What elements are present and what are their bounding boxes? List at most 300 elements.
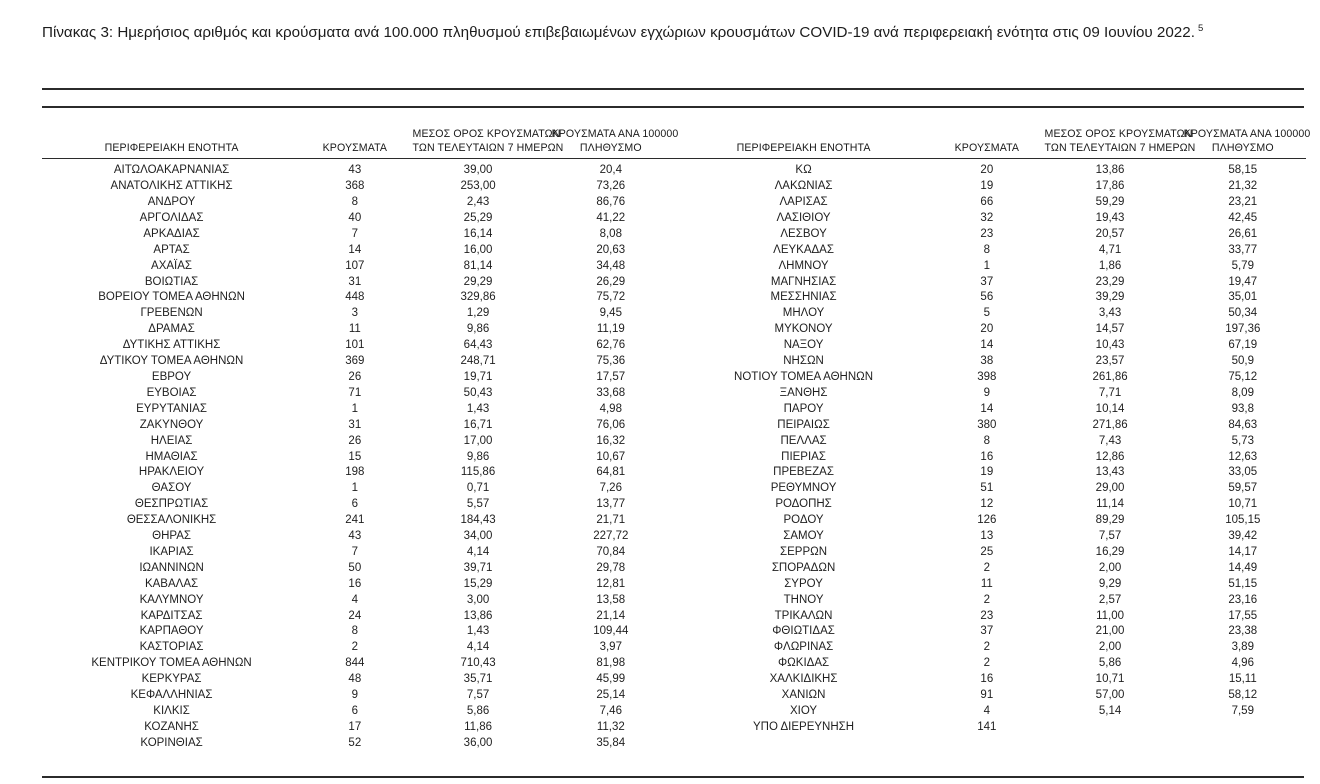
cases-per-100000-cell: 70,84 <box>596 545 626 558</box>
seven-day-average-cell: 35,71 <box>463 673 493 686</box>
cases-cell: 11 <box>980 577 993 590</box>
seven-day-average-cell: 16,14 <box>463 227 493 240</box>
seven-day-average-cell: 14,57 <box>1095 323 1125 336</box>
seven-day-average-cell: 3,43 <box>1098 307 1122 320</box>
regional-unit-cell: ΕΥΒΟΙΑΣ <box>146 386 197 399</box>
table-row <box>42 640 674 656</box>
regional-unit-cell: ΝΟΤΙΟΥ ΤΟΜΕΑ ΑΘΗΝΩΝ <box>734 370 874 383</box>
table-row <box>674 545 1306 561</box>
table-row <box>42 275 674 291</box>
cases-per-100000-cell: 50,34 <box>1228 307 1258 320</box>
regional-unit-cell: ΑΡΤΑΣ <box>153 243 190 256</box>
cases-per-100000-cell: 109,44 <box>593 625 629 638</box>
table-row <box>42 736 674 752</box>
cases-per-100000-cell: 105,15 <box>1225 514 1261 527</box>
regional-unit-cell: ΑΝΔΡΟΥ <box>147 196 196 208</box>
table-row <box>674 275 1306 291</box>
seven-day-average-cell: 9,29 <box>1098 577 1122 590</box>
cases-per-100000-cell: 35,01 <box>1228 291 1258 304</box>
table-row <box>42 481 674 497</box>
seven-day-average-cell: 19,71 <box>463 370 493 383</box>
cases-per-100000-cell: 8,08 <box>599 227 622 240</box>
col-header-line2: ΠΛΗΘΥΣΜΟ <box>1211 141 1274 154</box>
regional-unit-cell: ΗΡΑΚΛΕΙΟΥ <box>138 466 205 479</box>
seven-day-average-cell: 11,86 <box>464 720 493 733</box>
regional-unit-cell: ΡΕΘΥΜΝΟΥ <box>770 482 837 495</box>
cases-per-100000-cell: 21,71 <box>596 514 626 527</box>
cases-per-100000-cell: 75,36 <box>596 355 626 368</box>
table-row <box>674 179 1306 195</box>
cases-per-100000-cell: 35,84 <box>596 736 626 749</box>
table-row <box>674 593 1306 609</box>
regional-unit-cell: ΚΕΡΚΥΡΑΣ <box>141 673 202 686</box>
regional-unit-cell: ΘΕΣΣΑΛΟΝΙΚΗΣ <box>126 514 217 527</box>
cases-per-100000-cell: 45,99 <box>596 673 626 686</box>
col-header-line1: ΜΕΣΟΣ ΟΡΟΣ ΚΡΟΥΣΜΑΤΩΝ <box>412 128 561 140</box>
cases-cell: 1 <box>351 402 359 415</box>
table-row <box>42 322 674 338</box>
cases-cell: 24 <box>348 609 362 622</box>
cases-cell: 43 <box>348 530 362 543</box>
seven-day-average-cell: 13,43 <box>1095 466 1125 479</box>
seven-day-average-cell: 7,71 <box>1098 386 1122 399</box>
cases-cell: 43 <box>348 164 362 177</box>
regional-unit-cell: ΚΑΡΠΑΘΟΥ <box>139 625 204 638</box>
table-row <box>674 338 1306 354</box>
regional-unit-cell: ΞΑΝΘΗΣ <box>779 386 828 399</box>
table-row <box>42 720 674 736</box>
cases-per-100000-cell: 75,72 <box>596 291 626 304</box>
cases-cell: 5 <box>983 307 991 320</box>
caption-line-1: Πίνακας 3: Ημερήσιος αριθμός και κρούσματα ανά 100.000 πληθυσμού επιβεβαιωμένων εγχώριων κρουσμάτων COVID-19 ανά περιφερειακή <box>42 24 993 42</box>
seven-day-average-cell: 23,29 <box>1095 275 1125 288</box>
cases-cell: 19 <box>980 180 994 193</box>
cases-per-100000-cell: 39,42 <box>1228 530 1258 543</box>
regional-unit-cell: ΣΑΜΟΥ <box>783 530 824 543</box>
table-row <box>674 481 1306 497</box>
cases-cell: 2 <box>983 657 991 670</box>
cases-cell: 26 <box>348 434 362 447</box>
seven-day-average-cell: 248,71 <box>460 355 496 368</box>
cases-per-100000-cell: 23,16 <box>1228 593 1258 606</box>
cases-cell: 37 <box>980 275 994 288</box>
seven-day-average-cell: 15,29 <box>463 577 493 590</box>
regional-unit-cell: ΑΙΤΩΛΟΑΚΑΡΝΑΝΙΑΣ <box>113 164 230 177</box>
cases-cell: 1 <box>983 259 991 272</box>
horizontal-rule-bottom <box>42 776 1304 778</box>
cases-cell: 56 <box>980 291 994 304</box>
cases-cell: 17 <box>348 720 362 733</box>
regional-unit-cell: ΠΙΕΡΙΑΣ <box>781 450 826 463</box>
cases-cell: 66 <box>980 196 994 208</box>
seven-day-average-cell: 25,29 <box>463 211 493 224</box>
seven-day-average-cell: 9,86 <box>466 323 490 336</box>
regional-unit-cell: ΓΡΕΒΕΝΩΝ <box>140 307 203 320</box>
seven-day-average-cell: 36,00 <box>463 736 493 749</box>
cases-cell: 2 <box>983 641 991 654</box>
regional-unit-cell: ΘΕΣΠΡΩΤΙΑΣ <box>134 498 209 511</box>
cases-cell: 48 <box>348 673 362 686</box>
regional-unit-cell: ΚΩ <box>795 164 812 177</box>
caption-line-2: ενότητα στις 09 Ιουνίου 2022. <box>996 24 1195 42</box>
regional-unit-cell: ΕΥΡΥΤΑΝΙΑΣ <box>136 402 207 415</box>
cases-cell: 7 <box>351 227 359 240</box>
cases-cell: 71 <box>348 386 362 399</box>
left-data-table <box>42 128 679 752</box>
seven-day-average-cell: 261,86 <box>1092 370 1128 383</box>
cases-per-100000-cell: 58,12 <box>1228 689 1258 702</box>
cases-per-100000-cell: 33,77 <box>1228 243 1258 256</box>
cases-per-100000-cell: 3,97 <box>599 641 622 654</box>
seven-day-average-cell <box>1041 720 1180 736</box>
cases-per-100000-cell: 11,19 <box>596 323 625 336</box>
regional-unit-cell: ΖΑΚΥΝΘΟΥ <box>139 418 204 431</box>
seven-day-average-cell: 253,00 <box>460 180 496 193</box>
table-row <box>674 640 1306 656</box>
table-row <box>42 179 674 195</box>
col-header-line2: ΚΡΟΥΣΜΑΤΑ <box>954 141 1020 154</box>
regional-unit-cell: ΡΟΔΟΥ <box>783 514 824 527</box>
regional-unit-cell: ΔΥΤΙΚΟΥ ΤΟΜΕΑ ΑΘΗΝΩΝ <box>99 355 244 368</box>
seven-day-average-cell: 11,00 <box>1096 609 1125 622</box>
table-row <box>674 513 1306 529</box>
table-row <box>42 338 674 354</box>
table-row <box>42 688 674 704</box>
regional-unit-cell: ΤΡΙΚΑΛΩΝ <box>774 609 833 622</box>
regional-unit-cell: ΝΑΞΟΥ <box>783 339 824 352</box>
table-row <box>674 386 1306 402</box>
cases-cell: 38 <box>980 355 994 368</box>
cases-per-100000-cell: 17,55 <box>1228 609 1258 622</box>
cases-cell: 101 <box>345 339 365 352</box>
regional-unit-cell: ΙΚΑΡΙΑΣ <box>149 545 194 558</box>
cases-per-100000-cell: 4,96 <box>1231 657 1254 670</box>
cases-cell: 241 <box>345 514 365 527</box>
cases-per-100000-cell: 84,63 <box>1228 418 1258 431</box>
seven-day-average-cell: 10,71 <box>1095 673 1125 686</box>
regional-unit-cell: ΚΕΦΑΛΛΗΝΙΑΣ <box>130 689 213 702</box>
table-row <box>674 243 1306 259</box>
table-row <box>674 450 1306 466</box>
horizontal-rule-top <box>42 88 1304 90</box>
regional-unit-cell: ΘΗΡΑΣ <box>152 530 191 543</box>
cases-cell: 141 <box>977 720 997 733</box>
cases-per-100000-cell: 12,81 <box>596 577 626 590</box>
table-row <box>42 561 674 577</box>
cases-cell: 15 <box>348 450 362 463</box>
cases-per-100000-cell: 14,17 <box>1228 545 1258 558</box>
table-row <box>674 577 1306 593</box>
table-row <box>674 497 1306 513</box>
seven-day-average-cell: 0,71 <box>466 482 490 495</box>
seven-day-average-cell: 2,43 <box>466 196 490 208</box>
seven-day-average-cell: 1,29 <box>466 307 490 320</box>
cases-per-100000-cell: 75,12 <box>1228 370 1258 383</box>
cases-cell: 198 <box>345 466 365 479</box>
regional-unit-cell: ΜΗΛΟΥ <box>782 307 825 320</box>
col-header-line2: ΠΕΡΙΦΕΡΕΙΑΚΗ ΕΝΟΤΗΤΑ <box>736 141 871 154</box>
table-row <box>674 211 1306 227</box>
cases-per-100000-cell: 20,63 <box>596 243 626 256</box>
table-row <box>42 672 674 688</box>
regional-unit-cell: ΣΠΟΡΑΔΩΝ <box>771 561 836 574</box>
seven-day-average-cell: 184,43 <box>460 514 496 527</box>
cases-cell: 13 <box>980 530 994 543</box>
regional-unit-cell: ΠΕΛΛΑΣ <box>780 434 827 447</box>
regional-unit-cell: ΘΑΣΟΥ <box>151 482 192 495</box>
cases-cell: 12 <box>980 498 994 511</box>
cases-cell: 40 <box>348 211 362 224</box>
cases-cell: 4 <box>351 593 359 606</box>
seven-day-average-cell: 1,86 <box>1098 259 1122 272</box>
seven-day-average-cell: 271,86 <box>1092 418 1128 431</box>
table-row <box>674 370 1306 386</box>
regional-unit-cell: ΚΑΣΤΟΡΙΑΣ <box>139 641 204 654</box>
cases-per-100000-cell: 50,9 <box>1231 355 1254 368</box>
cases-per-100000-cell: 10,71 <box>1228 498 1258 511</box>
seven-day-average-cell: 81,14 <box>463 259 493 272</box>
cases-cell: 6 <box>351 498 359 511</box>
cases-per-100000-cell: 67,19 <box>1228 339 1258 352</box>
cases-cell: 16 <box>980 673 994 686</box>
regional-unit-cell: ΛΕΣΒΟΥ <box>780 227 827 240</box>
table-row <box>42 211 674 227</box>
seven-day-average-cell: 5,86 <box>1098 657 1122 670</box>
cases-per-100000-cell: 3,89 <box>1231 641 1254 654</box>
table-row <box>42 624 674 640</box>
cases-per-100000-cell: 9,45 <box>599 307 622 320</box>
cases-cell: 31 <box>348 275 362 288</box>
seven-day-average-cell: 1,43 <box>466 402 490 415</box>
cases-cell: 19 <box>980 466 994 479</box>
table-row <box>674 434 1306 450</box>
seven-day-average-cell: 89,29 <box>1095 514 1125 527</box>
cases-cell: 8 <box>351 196 359 208</box>
seven-day-average-cell: 50,43 <box>463 386 493 399</box>
regional-unit-cell: ΦΛΩΡΙΝΑΣ <box>773 641 834 654</box>
cases-cell: 14 <box>980 339 994 352</box>
seven-day-average-cell: 7,57 <box>466 689 490 702</box>
regional-unit-cell: ΚΑΛΥΜΝΟΥ <box>139 593 204 606</box>
regional-unit-cell: ΗΛΕΙΑΣ <box>150 434 193 447</box>
col-header-line2: ΚΡΟΥΣΜΑΤΑ <box>322 141 388 154</box>
table-row <box>42 513 674 529</box>
cases-per-100000-cell <box>1180 720 1306 736</box>
regional-unit-cell: ΒΟΡΕΙΟΥ ΤΟΜΕΑ ΑΘΗΝΩΝ <box>98 291 245 304</box>
table-row <box>42 386 674 402</box>
col-header-cases-per-100000 <box>548 128 679 159</box>
seven-day-average-cell: 4,14 <box>466 641 490 654</box>
regional-unit-cell: ΠΑΡΟΥ <box>783 402 824 415</box>
seven-day-average-cell: 4,14 <box>466 545 490 558</box>
cases-per-100000-cell: 21,32 <box>1228 180 1258 193</box>
regional-unit-cell: ΚΟΖΑΝΗΣ <box>144 720 199 733</box>
cases-per-100000-cell: 13,58 <box>596 593 626 606</box>
cases-cell: 25 <box>980 545 994 558</box>
table-row <box>42 227 674 243</box>
cases-per-100000-cell: 7,26 <box>599 482 622 495</box>
cases-cell: 31 <box>348 418 362 431</box>
regional-unit-cell: ΑΝΑΤΟΛΙΚΗΣ ΑΤΤΙΚΗΣ <box>110 180 233 193</box>
table-row <box>42 259 674 275</box>
table-row <box>674 195 1306 211</box>
seven-day-average-cell: 29,00 <box>1095 482 1125 495</box>
seven-day-average-cell: 1,43 <box>466 625 490 638</box>
cases-per-100000-cell: 7,46 <box>599 705 622 717</box>
col-header-line1: ΜΕΣΟΣ ΟΡΟΣ ΚΡΟΥΣΜΑΤΩΝ <box>1044 128 1193 140</box>
table-row <box>42 450 674 466</box>
table-row <box>42 354 674 370</box>
regional-unit-cell: ΙΩΑΝΝΙΝΩΝ <box>139 561 204 574</box>
regional-unit-cell: ΛΑΡΙΣΑΣ <box>779 196 828 208</box>
cases-cell: 1 <box>351 482 359 495</box>
cases-cell: 448 <box>345 291 365 304</box>
col-header-seven-day-average <box>409 128 564 159</box>
cases-per-100000-cell: 16,32 <box>596 434 626 447</box>
seven-day-average-cell: 2,00 <box>1098 561 1122 574</box>
seven-day-average-cell: 7,43 <box>1098 434 1122 447</box>
table-row <box>42 434 674 450</box>
cases-per-100000-cell: 81,98 <box>596 657 626 670</box>
cases-cell: 8 <box>351 625 359 638</box>
cases-cell: 8 <box>983 434 991 447</box>
seven-day-average-cell: 10,43 <box>1095 339 1125 352</box>
cases-per-100000-cell: 33,68 <box>596 386 626 399</box>
col-header-seven-day-average <box>1041 128 1196 159</box>
left-table-body <box>42 159 674 752</box>
right-table-body <box>674 159 1306 736</box>
cases-cell: 844 <box>345 657 365 670</box>
cases-per-100000-cell: 51,15 <box>1228 577 1258 590</box>
cases-per-100000-cell: 62,76 <box>596 339 626 352</box>
regional-unit-cell: ΥΠΟ ΔΙΕΡΕΥΝΗΣΗ <box>753 720 855 733</box>
table-row <box>42 370 674 386</box>
col-header-cases <box>933 128 1040 159</box>
cases-per-100000-cell: 227,72 <box>593 530 629 543</box>
table-row <box>674 656 1306 672</box>
table-row <box>42 290 674 306</box>
cases-per-100000-cell: 23,21 <box>1228 196 1258 208</box>
cases-cell: 37 <box>980 625 994 638</box>
cases-per-100000-cell: 7,59 <box>1231 705 1254 717</box>
table-row <box>674 529 1306 545</box>
left-table-half <box>42 128 679 752</box>
cases-per-100000-cell: 14,49 <box>1228 561 1258 574</box>
table-row <box>42 163 674 179</box>
regional-unit-cell: ΧΑΛΚΙΔΙΚΗΣ <box>769 673 838 686</box>
cases-per-100000-cell: 8,09 <box>1231 386 1254 399</box>
regional-unit-cell: ΚΑΒΑΛΑΣ <box>144 577 199 590</box>
cases-cell: 23 <box>980 227 994 240</box>
regional-unit-cell: ΠΡΕΒΕΖΑΣ <box>773 466 834 479</box>
seven-day-average-cell: 64,43 <box>463 339 493 352</box>
table-row <box>674 402 1306 418</box>
col-header-line1: ΚΡΟΥΣΜΑΤΑ ΑΝΑ 100000 <box>551 128 679 140</box>
cases-cell: 23 <box>980 609 994 622</box>
table-row <box>42 402 674 418</box>
cases-per-100000-cell: 17,57 <box>596 370 626 383</box>
regional-unit-cell: ΔΡΑΜΑΣ <box>148 323 195 336</box>
table-row <box>674 163 1306 179</box>
col-header-regional-unit <box>42 128 301 159</box>
seven-day-average-cell: 21,00 <box>1095 625 1125 638</box>
cases-per-100000-cell: 93,8 <box>1231 402 1254 415</box>
cases-cell: 9 <box>351 689 359 702</box>
table-row <box>674 704 1306 720</box>
cases-cell: 9 <box>983 386 991 399</box>
cases-cell: 2 <box>351 641 359 654</box>
col-header-line1: ΚΡΟΥΣΜΑΤΑ ΑΝΑ 100000 <box>1183 128 1311 140</box>
cases-per-100000-cell: 5,73 <box>1231 434 1254 447</box>
col-header-cases-per-100000 <box>1180 128 1311 159</box>
col-header-line2: ΠΛΗΘΥΣΜΟ <box>579 141 642 154</box>
seven-day-average-cell: 29,29 <box>463 275 493 288</box>
cases-cell: 380 <box>977 418 997 431</box>
seven-day-average-cell: 710,43 <box>460 657 496 670</box>
table-row <box>674 322 1306 338</box>
table-row <box>674 688 1306 704</box>
horizontal-rule-second <box>42 106 1304 108</box>
table-row <box>674 624 1306 640</box>
regional-unit-cell: ΗΜΑΘΙΑΣ <box>145 450 198 463</box>
cases-per-100000-cell: 26,61 <box>1228 227 1258 240</box>
cases-cell: 16 <box>980 450 994 463</box>
seven-day-average-cell: 11,14 <box>1096 498 1125 511</box>
table-row <box>674 418 1306 434</box>
regional-unit-cell: ΛΕΥΚΑΔΑΣ <box>773 243 834 256</box>
cases-cell: 126 <box>977 514 997 527</box>
cases-per-100000-cell: 59,57 <box>1228 482 1258 495</box>
seven-day-average-cell: 13,86 <box>463 609 493 622</box>
table-row <box>42 243 674 259</box>
seven-day-average-cell: 39,00 <box>463 164 493 177</box>
table-row <box>42 306 674 322</box>
cases-per-100000-cell: 11,32 <box>596 720 625 733</box>
col-header-regional-unit <box>674 128 933 159</box>
regional-unit-cell: ΑΡΚΑΔΙΑΣ <box>143 227 200 240</box>
regional-unit-cell: ΣΥΡΟΥ <box>784 577 823 590</box>
regional-unit-cell: ΠΕΙΡΑΙΩΣ <box>777 418 830 431</box>
cases-cell: 14 <box>348 243 362 256</box>
regional-unit-cell: ΚΕΝΤΡΙΚΟΥ ΤΟΜΕΑ ΑΘΗΝΩΝ <box>91 657 252 670</box>
col-header-line2: ΤΩΝ ΤΕΛΕΥΤΑΙΩΝ 7 ΗΜΕΡΩΝ <box>1044 141 1196 154</box>
cases-per-100000-cell: 29,78 <box>596 561 626 574</box>
regional-unit-cell: ΚΟΡΙΝΘΙΑΣ <box>140 736 203 749</box>
seven-day-average-cell: 5,14 <box>1098 705 1122 717</box>
cases-cell: 32 <box>980 211 994 224</box>
regional-unit-cell: ΦΘΙΩΤΙΔΑΣ <box>772 625 835 638</box>
regional-unit-cell: ΔΥΤΙΚΗΣ ΑΤΤΙΚΗΣ <box>122 339 221 352</box>
cases-per-100000-cell: 20,4 <box>599 164 622 177</box>
table-row <box>674 354 1306 370</box>
seven-day-average-cell: 16,29 <box>1095 545 1125 558</box>
cases-cell: 107 <box>345 259 365 272</box>
regional-unit-cell: ΜΥΚΟΝΟΥ <box>774 323 833 336</box>
seven-day-average-cell: 2,00 <box>1098 641 1122 654</box>
cases-cell: 6 <box>351 705 359 717</box>
regional-unit-cell: ΜΑΓΝΗΣΙΑΣ <box>770 275 837 288</box>
cases-cell: 398 <box>977 370 997 383</box>
seven-day-average-cell: 115,86 <box>460 466 496 479</box>
seven-day-average-cell: 3,00 <box>466 593 490 606</box>
regional-unit-cell: ΧΙΟΥ <box>789 705 818 717</box>
seven-day-average-cell: 17,86 <box>1095 180 1125 193</box>
cases-cell: 2 <box>983 593 991 606</box>
regional-unit-cell: ΡΟΔΟΠΗΣ <box>775 498 832 511</box>
cases-per-100000-cell: 73,26 <box>596 180 626 193</box>
cases-per-100000-cell: 4,98 <box>599 402 622 415</box>
table-row <box>674 609 1306 625</box>
